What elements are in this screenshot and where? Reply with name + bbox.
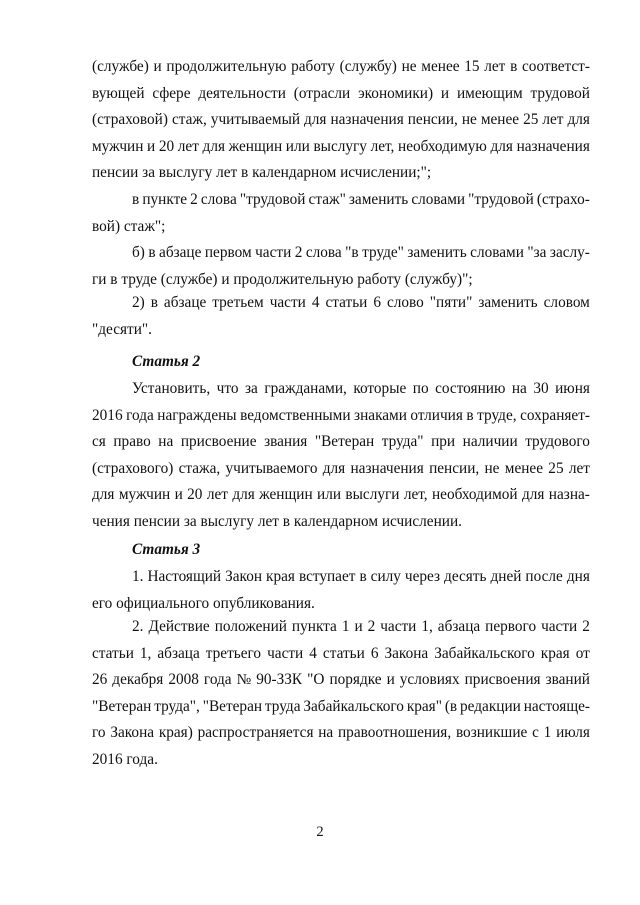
word: для — [232, 486, 255, 504]
word: порядке — [329, 671, 382, 689]
word: (службе) — [92, 58, 149, 75]
word: труда", — [154, 697, 200, 715]
word: первом — [204, 244, 252, 261]
article-2-heading: Статья 2 — [132, 353, 201, 370]
word: ся — [92, 433, 106, 451]
word: части — [255, 244, 292, 261]
word: десять — [444, 568, 487, 585]
text-line — [92, 509, 590, 536]
word: для — [490, 137, 513, 155]
word: лет — [206, 486, 228, 504]
word: Настоящий — [147, 568, 222, 585]
text-line — [92, 134, 590, 161]
word: статьи — [325, 294, 368, 311]
word: "за — [527, 244, 547, 261]
word: 1 — [341, 618, 350, 635]
word: труда — [264, 697, 301, 715]
word: труда" — [381, 433, 424, 451]
word: 2 — [582, 618, 590, 635]
word: возникшие — [455, 724, 528, 742]
word: мужчин — [92, 137, 144, 155]
word: 4 — [311, 294, 320, 311]
word: сохраняет- — [520, 406, 590, 424]
word: для — [304, 111, 327, 129]
word: пенсии, — [407, 111, 458, 129]
word: Забайкальского — [303, 697, 404, 715]
text-line — [92, 54, 590, 81]
word: по — [412, 380, 429, 397]
paragraph-item-2-amendment — [92, 187, 590, 240]
word: или — [317, 486, 342, 504]
word: выслугу — [313, 137, 367, 155]
paragraph-item-2 — [92, 290, 590, 343]
word: и — [440, 84, 450, 102]
text-line — [92, 641, 590, 668]
word: трудового — [525, 433, 590, 451]
word: звания — [264, 433, 308, 451]
word: соответст- — [522, 58, 590, 75]
word: выслуги — [345, 486, 400, 504]
word: Действие — [148, 618, 210, 635]
word: 2 — [367, 618, 376, 635]
text-line — [92, 317, 590, 344]
word: редакции — [460, 697, 521, 715]
word: право — [113, 433, 151, 451]
word: дня — [566, 568, 590, 585]
word: менее — [421, 58, 460, 75]
article-3-part-2 — [92, 614, 590, 774]
word: (страхового) — [92, 459, 174, 477]
word: Закон — [225, 568, 263, 585]
paragraph-continuation — [92, 54, 590, 187]
word: при — [431, 433, 456, 451]
word: распространяется — [197, 724, 314, 742]
word: пенсии за выслугу лет в календарном исчислении;"; — [92, 164, 432, 182]
word: не — [484, 459, 500, 477]
word: абзаце — [159, 244, 202, 261]
word: заменить — [478, 294, 538, 311]
word: лет, — [370, 137, 395, 155]
word: пенсии, — [429, 459, 480, 477]
word: третьего — [205, 644, 262, 662]
word: в — [132, 191, 140, 208]
word: экономики) — [358, 84, 434, 102]
word: лет — [177, 137, 199, 155]
text-line — [92, 403, 590, 430]
word: Закона — [110, 724, 155, 742]
word: "трудовой — [239, 191, 306, 208]
word: с — [532, 724, 539, 742]
word: работу — [291, 58, 335, 75]
word: для — [521, 486, 545, 504]
word: для — [322, 459, 346, 477]
word: (в — [444, 697, 458, 715]
word: абзаца — [157, 644, 200, 662]
word: 6 — [373, 294, 381, 311]
word: состоянию — [435, 380, 506, 397]
word: стаж, — [171, 111, 207, 129]
word: после — [525, 568, 563, 585]
word: на — [511, 380, 527, 397]
word: вующей — [92, 84, 145, 102]
word: от — [575, 644, 590, 662]
word: 2008 — [168, 671, 199, 689]
word: не — [461, 111, 477, 129]
word: награждены — [157, 406, 237, 424]
word: чения пенсии за выслугу лет в календарном исчислении. — [92, 512, 462, 530]
word: 2 — [190, 191, 198, 208]
word: 2016 года. — [92, 750, 158, 768]
word: июля — [556, 724, 590, 742]
word: пункте — [142, 191, 188, 208]
word: "трудовой — [468, 191, 534, 208]
word: 20 — [187, 486, 203, 504]
text-line — [92, 290, 590, 317]
word: 2. — [132, 618, 144, 635]
word: части — [380, 618, 417, 635]
word: ги в труде (службе) и продолжительную работу (службу)"; — [92, 270, 473, 288]
word: заменить — [348, 191, 409, 208]
word: части — [541, 618, 578, 635]
word: не — [401, 58, 417, 75]
word: гражданами, — [264, 380, 347, 397]
word: для — [567, 111, 590, 129]
word: женщин — [228, 137, 283, 155]
word: в — [466, 406, 474, 424]
word: лет — [484, 58, 506, 75]
word: б) — [132, 244, 145, 261]
text-line — [92, 720, 590, 747]
word: края — [266, 568, 295, 585]
word: назначения — [516, 137, 590, 155]
word: настояще- — [523, 697, 590, 715]
word: 1 — [543, 724, 552, 742]
word: на — [158, 433, 174, 451]
word: 20 — [158, 137, 175, 155]
word: присвоения — [464, 671, 541, 689]
word: и — [386, 671, 395, 689]
word: "О — [307, 671, 325, 689]
word: 1, — [139, 644, 152, 662]
word: 90-ЗЗК — [256, 671, 303, 689]
word: знаками — [354, 406, 407, 424]
word: Закона — [384, 644, 429, 662]
word: третьем — [212, 294, 264, 311]
text-line — [92, 160, 590, 187]
word: или — [285, 137, 310, 155]
word: имеющим — [456, 84, 523, 102]
word: за — [244, 380, 258, 397]
word: "пяти" — [429, 294, 473, 311]
word: необходимую — [398, 137, 487, 155]
word: заслу- — [549, 244, 590, 261]
word: первого — [485, 618, 537, 635]
word: что — [216, 380, 239, 397]
word: лет, — [403, 486, 428, 504]
word: (страхо- — [536, 191, 590, 208]
word: продолжительную — [166, 58, 287, 75]
word: лет — [542, 111, 564, 129]
text-line — [92, 107, 590, 134]
word: назна- — [548, 486, 590, 504]
article-2-body — [92, 376, 590, 536]
text-line — [92, 614, 590, 641]
word: слова — [305, 244, 342, 261]
word: статьи — [92, 644, 134, 662]
word: силу — [370, 568, 401, 585]
text-line — [92, 667, 590, 694]
word: на — [318, 724, 334, 742]
word: 6 — [370, 644, 379, 662]
word: в — [510, 58, 518, 75]
word: для — [92, 486, 115, 504]
text-line — [92, 564, 590, 591]
word: 4 — [309, 644, 317, 662]
text-line — [92, 456, 590, 483]
word: слова — [200, 191, 237, 208]
word: которые — [353, 380, 407, 397]
word: сфере — [152, 84, 191, 102]
word: 1. — [132, 568, 144, 585]
word: 15 — [464, 58, 480, 75]
word: и — [153, 58, 162, 75]
word: части — [269, 294, 306, 311]
word: декабря — [112, 671, 164, 689]
word: вой) стаж"; — [92, 217, 166, 235]
word: отличия — [410, 406, 463, 424]
word: заменить — [407, 244, 467, 261]
word: 2) — [132, 294, 145, 311]
word: части — [267, 644, 304, 662]
word: лет — [568, 459, 590, 477]
word: деятельности — [198, 84, 286, 102]
text-line — [92, 694, 590, 721]
word: словом — [543, 294, 590, 311]
word: присвоение — [180, 433, 257, 451]
word: "Ветеран — [314, 433, 375, 451]
word: (службу) — [339, 58, 397, 75]
word: назначения — [350, 459, 424, 477]
word: 2 — [294, 244, 303, 261]
word: края) — [158, 724, 193, 742]
word: в — [150, 294, 158, 311]
word: назначения — [330, 111, 404, 129]
word: и — [147, 137, 156, 155]
word: вступает — [298, 568, 356, 585]
text-line — [92, 81, 590, 108]
word: его официального опубликования. — [92, 594, 315, 612]
text-line — [92, 187, 590, 214]
word: года — [203, 671, 232, 689]
word: го — [92, 724, 106, 742]
word: года — [126, 406, 154, 424]
paragraph-subitem-b — [92, 240, 590, 293]
word: и — [354, 618, 363, 635]
word: 1, — [421, 618, 433, 635]
word: абзаце — [163, 294, 207, 311]
text-line — [92, 240, 590, 267]
word: учитываемый — [210, 111, 301, 129]
word: словами — [411, 191, 466, 208]
word: № — [236, 671, 252, 689]
word: условиях — [399, 671, 460, 689]
word: словами — [470, 244, 524, 261]
text-line — [92, 429, 590, 456]
word: стажа, — [178, 459, 221, 477]
word: 2016 — [92, 406, 123, 424]
word: 25 — [523, 111, 539, 129]
word: абзаца — [437, 618, 481, 635]
word: слово — [386, 294, 424, 311]
article-3-part-1 — [92, 564, 590, 617]
word: для — [202, 137, 225, 155]
text-line — [92, 747, 590, 774]
word: июня — [555, 380, 590, 397]
word: учитываемого — [225, 459, 318, 477]
word: в — [148, 244, 156, 261]
word: мужчин — [118, 486, 171, 504]
word: (отрасли — [293, 84, 351, 102]
word: и — [174, 486, 183, 504]
word: стаж" — [308, 191, 346, 208]
word: края — [540, 644, 570, 662]
word: пункта — [291, 618, 337, 635]
word: менее — [504, 459, 544, 477]
word: званий — [545, 671, 590, 689]
word: ведомственными — [240, 406, 351, 424]
word: положений — [214, 618, 287, 635]
word: необходимой — [432, 486, 518, 504]
word: труде" — [362, 244, 404, 261]
word: 30 — [533, 380, 549, 397]
article-3-heading: Статья 3 — [132, 541, 201, 558]
word: наличии — [462, 433, 518, 451]
word: Установить, — [132, 380, 211, 397]
word: женщин — [259, 486, 313, 504]
word: "в — [345, 244, 359, 261]
text-line — [92, 482, 590, 509]
word: трудовой — [530, 84, 590, 102]
word: статьи — [322, 644, 365, 662]
word: "Ветеран — [202, 697, 263, 715]
page-number: 2 — [316, 824, 324, 840]
word: 26 — [92, 671, 108, 689]
word: менее — [480, 111, 520, 129]
word: 25 — [548, 459, 564, 477]
word: "десяти". — [92, 320, 152, 338]
word: труде, — [477, 406, 517, 424]
word: дней — [490, 568, 522, 585]
word: в — [359, 568, 367, 585]
word: (страховой) — [92, 111, 168, 129]
text-line — [92, 214, 590, 241]
word: "Ветеран — [92, 697, 152, 715]
word: Забайкальского — [434, 644, 535, 662]
text-line — [92, 376, 590, 403]
word: края" — [406, 697, 442, 715]
word: через — [404, 568, 441, 585]
word: правоотношения, — [338, 724, 452, 742]
